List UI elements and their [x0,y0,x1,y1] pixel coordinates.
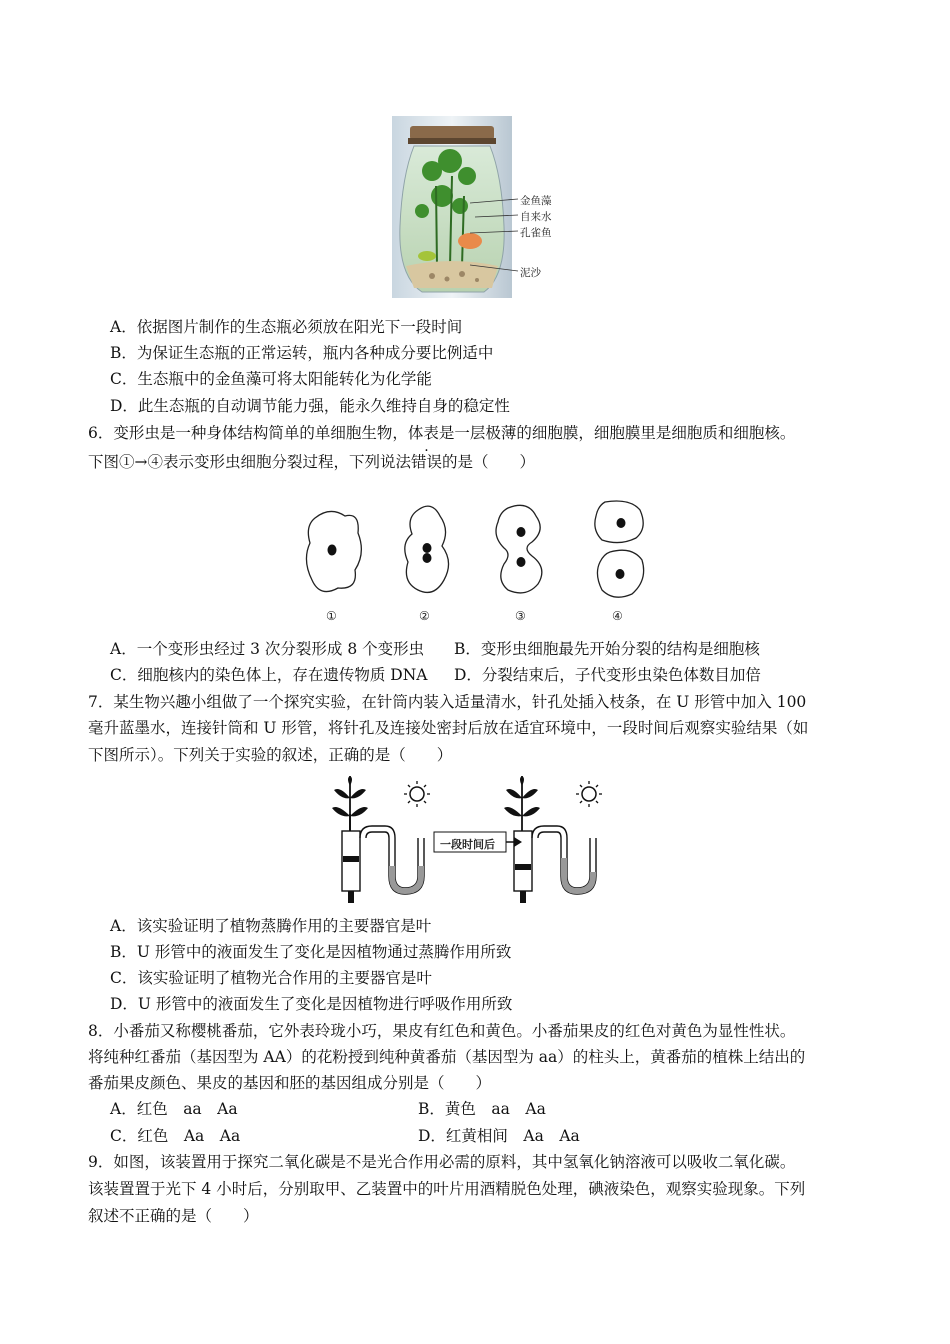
q7-option-c: C．该实验证明了植物光合作用的主要器官是叶 [110,969,432,987]
q8-stem-line3: 番茄果皮颜色、果皮的基因和胚的基因组成分别是（ ） [88,1074,492,1092]
q5-option-a: A．依据图片制作的生态瓶必须放在阳光下一段时间 [110,318,463,336]
setup-before [332,776,430,903]
q6-stem-line1: 6．变形虫是一种身体结构简单的单细胞生物，体表是一层极薄的细胞膜，细胞膜里是细胞质和细胞核。 [88,424,796,442]
setup-after [504,776,602,903]
q5-option-c: C．生态瓶中的金鱼藻可将太阳能转化为化学能 [110,370,432,388]
q6-stem-post: 的是（ ） [442,453,536,471]
label-goldfish-weed: 金鱼藻 [520,195,552,207]
cell-label-3: ③ [515,609,526,623]
q6-stem-pre: 下图①→④表示变形虫细胞分裂过程，下列说法 [88,453,411,471]
q7-option-d: D．U 形管中的液面发生了变化是因植物进行呼吸作用所致 [110,995,513,1013]
cell-label-4: ④ [612,609,623,623]
cell-label-2: ② [419,609,430,623]
q9-stem-line2: 该装置置于光下 4 小时后，分别取甲、乙装置中的叶片用酒精脱色处理，碘液染色，观察实验现象。下列 [88,1180,806,1198]
q9-stem-line3: 叙述不正确的是（ ） [88,1207,259,1225]
q5-option-d: D．此生态瓶的自动调节能力强，能永久维持自身的稳定性 [110,397,510,415]
cell-3-nucleus-top [517,527,526,537]
q7-option-a: A．该实验证明了植物蒸腾作用的主要器官是叶 [110,917,432,935]
q6-option-d: D．分裂结束后，子代变形虫染色体数目加倍 [454,666,761,684]
q8-stem-line1: 8．小番茄又称樱桃番茄，它外表玲珑小巧，果皮有红色和黄色。小番茄果皮的红色对黄色为显性性状。 [88,1022,796,1040]
q9-stem-line1: 9．如图，该装置用于探究二氧化碳是不是光合作用必需的原料，其中氢氧化钠溶液可以吸收二氧化碳。 [88,1153,796,1171]
q6-option-b: B．变形虫细胞最先开始分裂的结构是细胞核 [454,640,760,658]
q7-stem-line2: 毫升蓝墨水，连接针筒和 U 形管，将针孔及连接处密封后放在适宜环境中，一段时间后观察实验结果（如 [88,719,809,737]
cell-3-nucleus-bottom [517,557,526,567]
q7-stem-line1: 7．某生物兴趣小组做了一个探究实验，在针筒内装入适量清水，针孔处插入枝条，在 U 形管中加入 100 [88,693,807,711]
q8-option-a: A．红色 aa Aa [110,1100,238,1118]
arrow-label: 一段时间后 [440,838,495,851]
q8-stem-line2: 将纯种红番茄（基因型为 AA）的花粉授到纯种黄番茄（基因型为 aa）的柱头上，黄番茄的植株上结出的 [88,1048,806,1066]
amoeba-division-figure [300,498,660,610]
cell-1-nucleus [328,545,337,556]
cell-label-1: ① [326,609,337,623]
q6-stem-line2 [88,452,535,472]
cell-4b-nucleus [616,569,625,579]
label-guppy: 孔雀鱼 [520,227,552,239]
label-sediment: 泥沙 [520,267,541,279]
q5-option-b: B．为保证生态瓶的正常运转，瓶内各种成分要比例适中 [110,344,494,362]
label-tap-water: 自来水 [520,211,552,223]
cell-2-nucleus-top [423,543,432,553]
q8-option-b: B．黄色 aa Aa [418,1100,546,1118]
q7-option-b: B．U 形管中的液面发生了变化是因植物通过蒸腾作用所致 [110,943,512,961]
q6-stem-emphasis: 错误 [411,453,443,471]
q8-option-d: D．红黄相间 Aa Aa [418,1127,580,1145]
cell-3-outline [496,505,542,593]
q7-stem-line3: 下图所示）。下列关于实验的叙述，正确的是（ ） [88,746,453,764]
q6-option-c: C．细胞核内的染色体上，存在遗传物质 DNA [110,666,428,684]
q6-option-a: A．一个变形虫经过 3 次分裂形成 8 个变形虫 [110,640,425,658]
q8-option-c: C．红色 Aa Aa [110,1127,241,1145]
cell-4a-nucleus [617,518,626,528]
cell-2-nucleus-bottom [423,553,432,563]
